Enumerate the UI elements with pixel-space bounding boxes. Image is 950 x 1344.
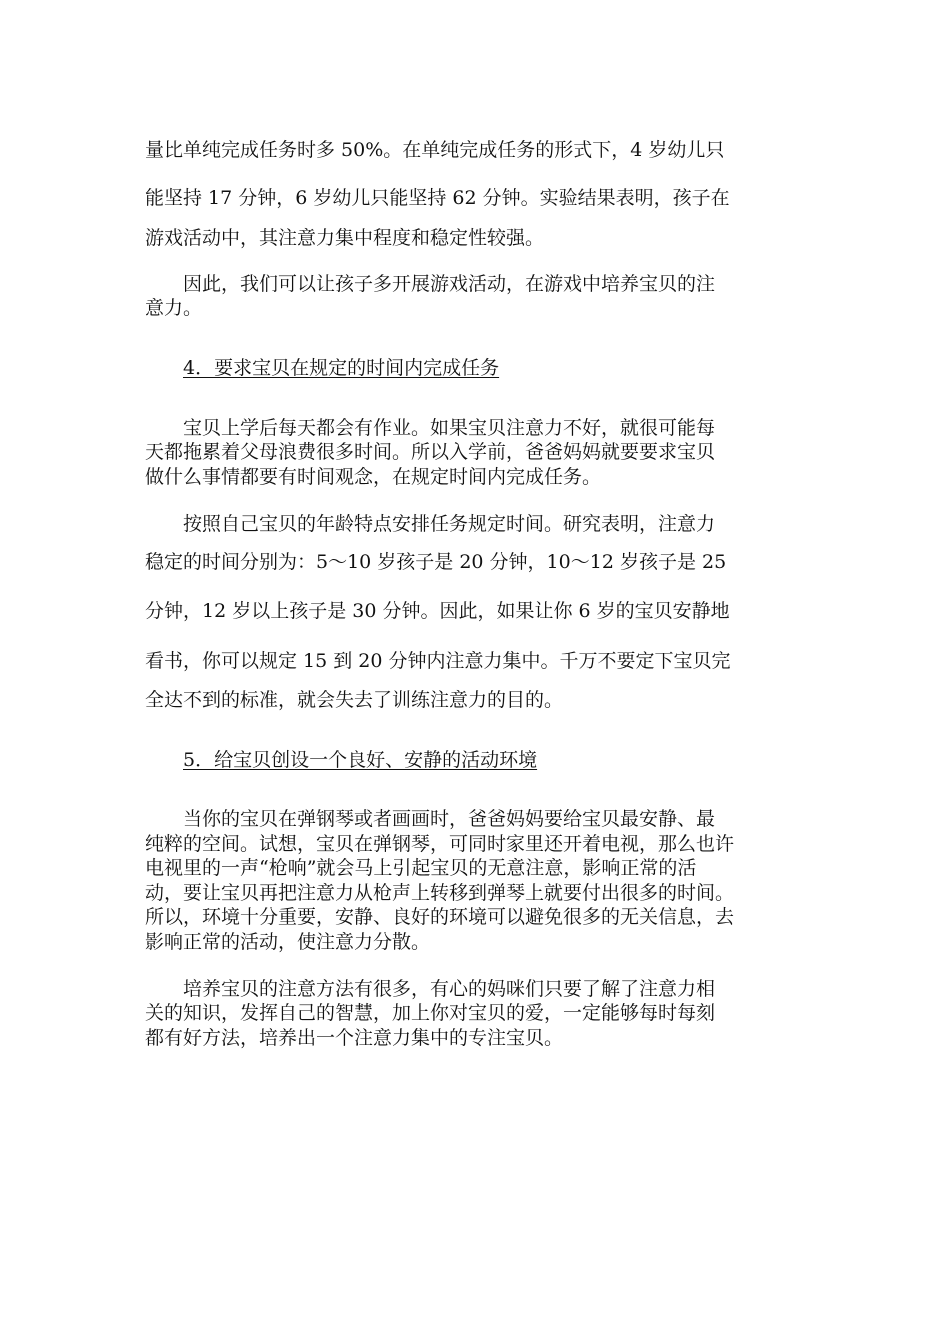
text-line: 宝贝上学后每天都会有作业。如果宝贝注意力不好，就很可能每 xyxy=(183,417,716,439)
text-line: 游戏活动中，其注意力集中程度和稳定性较强。 xyxy=(145,227,545,249)
text-line: 电视里的一声“枪响”就会马上引起宝贝的无意注意，影响正常的活 xyxy=(145,857,697,879)
text-line: 量比单纯完成任务时多 50%。在单纯完成任务的形式下，4 岁幼儿只 xyxy=(145,139,725,161)
text-line: 所以，环境十分重要，安静、良好的环境可以避免很多的无关信息，去 xyxy=(145,906,735,928)
text-line: 做什么事情都要有时间观念，在规定时间内完成任务。 xyxy=(145,466,602,488)
section-heading-5: 5．给宝贝创设一个良好、安静的活动环境 xyxy=(183,749,538,771)
text-line: 影响正常的活动，使注意力分散。 xyxy=(145,931,431,953)
text-line: 意力。 xyxy=(145,297,203,319)
text-line: 能坚持 17 分钟，6 岁幼儿只能坚持 62 分钟。实验结果表明，孩子在 xyxy=(145,187,730,209)
text-line: 培养宝贝的注意方法有很多，有心的妈咪们只要了解了注意力相 xyxy=(183,978,716,1000)
text-line: 因此，我们可以让孩子多开展游戏活动，在游戏中培养宝贝的注 xyxy=(183,273,716,295)
text-line: 都有好方法，培养出一个注意力集中的专注宝贝。 xyxy=(145,1027,564,1049)
text-line: 当你的宝贝在弹钢琴或者画画时，爸爸妈妈要给宝贝最安静、最 xyxy=(183,808,716,830)
text-line: 关的知识，发挥自己的智慧，加上你对宝贝的爱，一定能够每时每刻 xyxy=(145,1002,716,1024)
text-line: 稳定的时间分别为：5～10 岁孩子是 20 分钟，10～12 岁孩子是 25 xyxy=(145,551,727,573)
text-line: 动，要让宝贝再把注意力从枪声上转移到弹琴上就要付出很多的时间。 xyxy=(145,882,735,904)
text-line: 分钟，12 岁以上孩子是 30 分钟。因此，如果让你 6 岁的宝贝安静地 xyxy=(145,600,730,622)
text-line: 纯粹的空间。试想，宝贝在弹钢琴，可同时家里还开着电视，那么也许 xyxy=(145,833,735,855)
section-heading-4: 4．要求宝贝在规定的时间内完成任务 xyxy=(183,357,500,379)
text-line: 全达不到的标准，就会失去了训练注意力的目的。 xyxy=(145,689,564,711)
text-line: 看书，你可以规定 15 到 20 分钟内注意力集中。千万不要定下宝贝完 xyxy=(145,650,731,672)
text-line: 天都拖累着父母浪费很多时间。所以入学前，爸爸妈妈就要要求宝贝 xyxy=(145,441,716,463)
text-line: 按照自己宝贝的年龄特点安排任务规定时间。研究表明，注意力 xyxy=(183,513,716,535)
